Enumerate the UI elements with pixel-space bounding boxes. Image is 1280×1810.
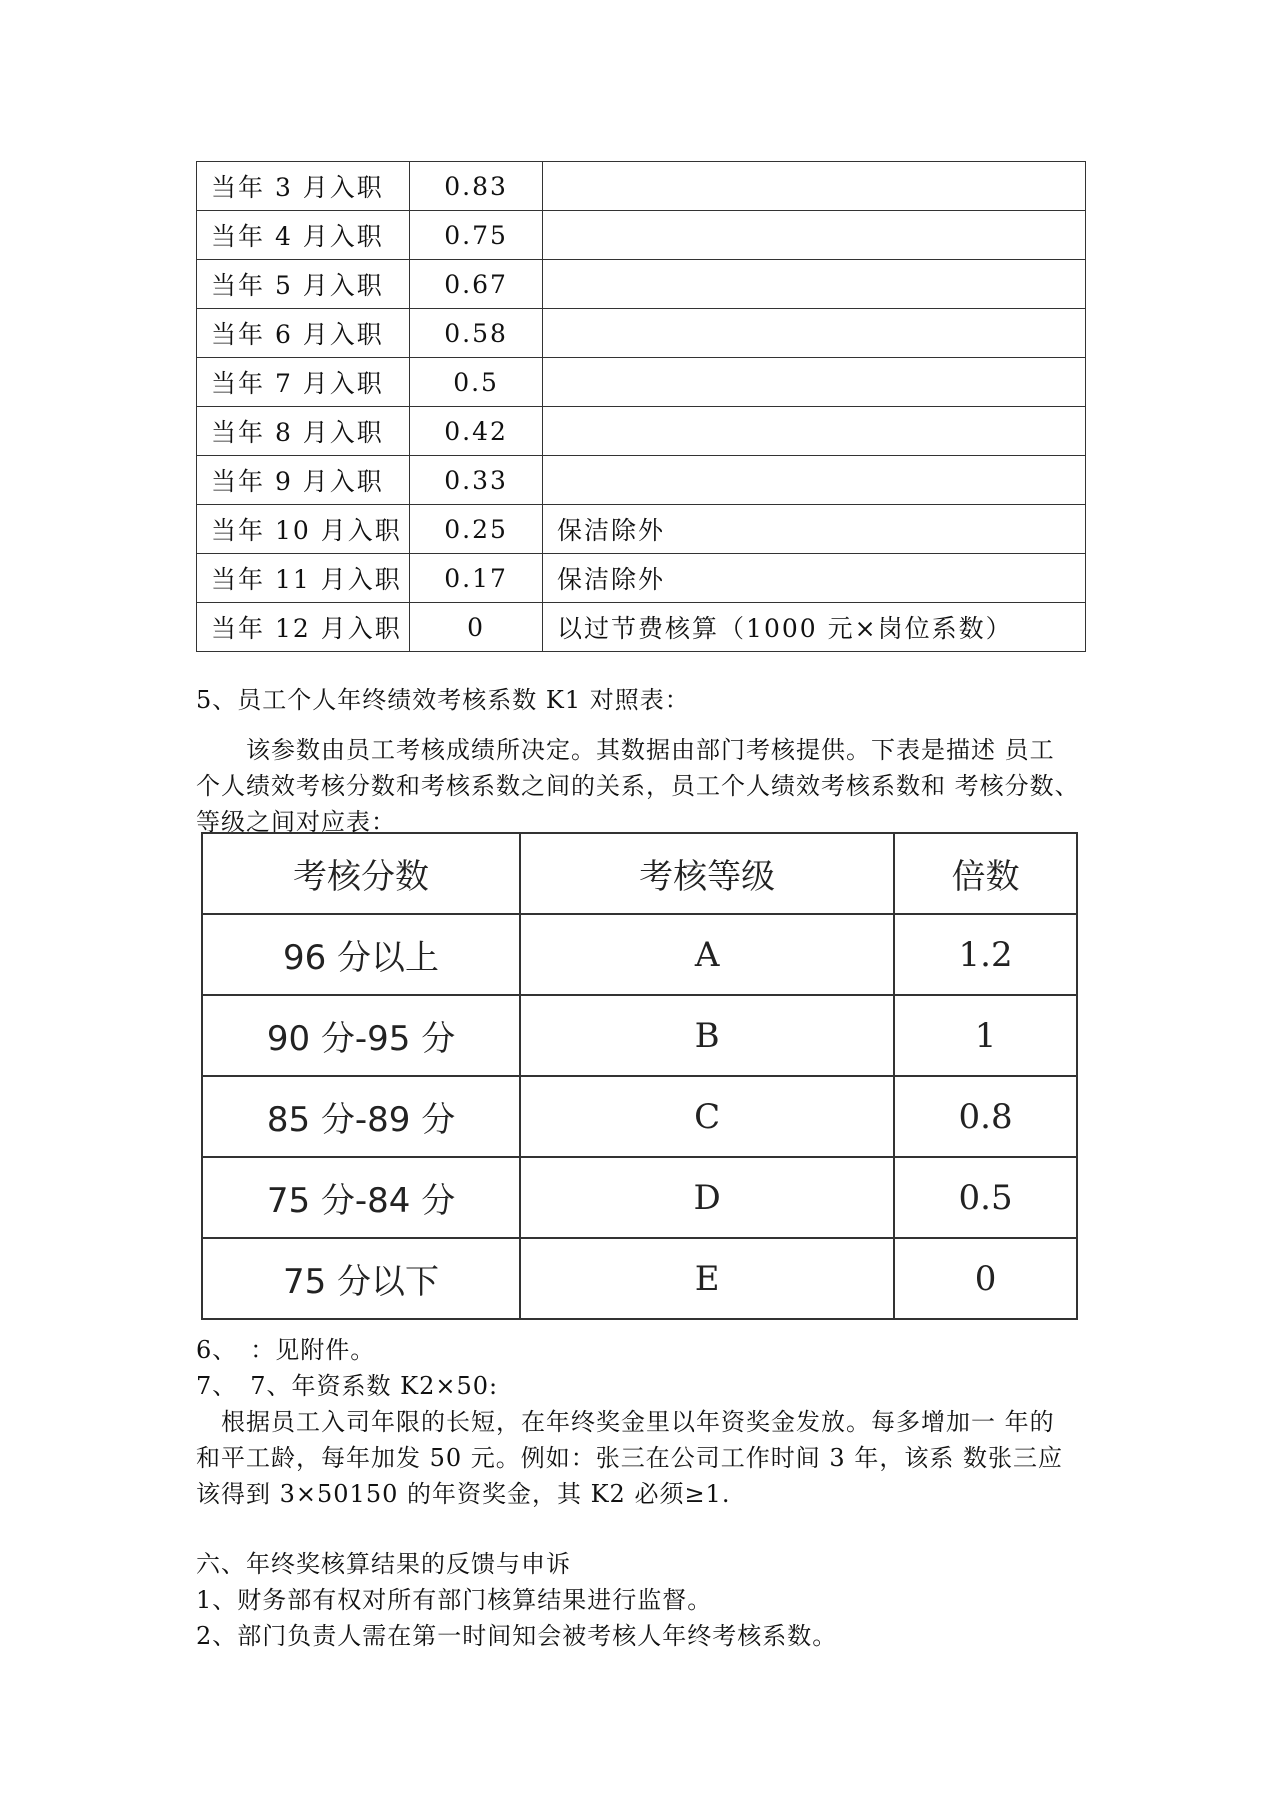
coef-cell: 0	[410, 603, 543, 652]
coef-cell: 0.83	[410, 162, 543, 211]
header-multiplier: 倍数	[894, 833, 1077, 914]
table-row	[202, 1076, 1077, 1157]
table-row	[197, 260, 1086, 309]
section5-heading: 5、员工个人年终绩效考核系数 K1 对照表：	[196, 686, 690, 714]
header-grade: 考核等级	[520, 833, 894, 914]
section7-heading: 7、 7、年资系数 K2×50:	[196, 1372, 499, 1400]
month-cell: 当年 7 月入职	[197, 358, 410, 407]
multiplier-cell: 0.8	[894, 1076, 1077, 1157]
grade-table	[201, 832, 1078, 1320]
note-cell: 保洁除外	[543, 505, 1086, 554]
coef-cell: 0.33	[410, 456, 543, 505]
grade-cell: A	[520, 914, 894, 995]
multiplier-cell: 1.2	[894, 914, 1077, 995]
note-cell	[543, 260, 1086, 309]
coef-cell: 0.5	[410, 358, 543, 407]
note-cell	[543, 456, 1086, 505]
chapter6-item1: 1、财务部有权对所有部门核算结果进行监督。	[196, 1586, 713, 1614]
grade-cell: C	[520, 1076, 894, 1157]
month-cell: 当年 10 月入职	[197, 505, 410, 554]
coef-cell: 0.67	[410, 260, 543, 309]
score-cell: 96 分以上	[202, 914, 520, 995]
table-row	[197, 505, 1086, 554]
entry-coefficient-table	[196, 161, 1086, 652]
month-cell: 当年 4 月入职	[197, 211, 410, 260]
table-header-row	[202, 833, 1077, 914]
section7-line1: 根据员工入司年限的长短，在年终奖金里以年资奖金发放。每多增加一 年的	[196, 1408, 1055, 1436]
grade-cell: D	[520, 1157, 894, 1238]
table-row	[197, 309, 1086, 358]
note-cell	[543, 358, 1086, 407]
month-cell: 当年 3 月入职	[197, 162, 410, 211]
table-row	[197, 162, 1086, 211]
table-row	[197, 211, 1086, 260]
month-cell: 当年 8 月入职	[197, 407, 410, 456]
table-row	[197, 407, 1086, 456]
multiplier-cell: 1	[894, 995, 1077, 1076]
header-score: 考核分数	[202, 833, 520, 914]
coef-cell: 0.75	[410, 211, 543, 260]
multiplier-cell: 0.5	[894, 1157, 1077, 1238]
table-row	[197, 358, 1086, 407]
note-cell	[543, 211, 1086, 260]
month-cell: 当年 12 月入职	[197, 603, 410, 652]
score-cell: 90 分-95 分	[202, 995, 520, 1076]
section7-line3: 该得到 3×50150 的年资奖金，其 K2 必须≥1.	[196, 1480, 731, 1508]
score-cell: 75 分-84 分	[202, 1157, 520, 1238]
table-row	[202, 914, 1077, 995]
section5-para-line2: 个人绩效考核分数和考核系数之间的关系，员工个人绩效考核系数和 考核分数、	[196, 772, 1080, 800]
table-row	[202, 1157, 1077, 1238]
grade-cell: E	[520, 1238, 894, 1319]
month-cell: 当年 11 月入职	[197, 554, 410, 603]
score-cell: 85 分-89 分	[202, 1076, 520, 1157]
table-row	[197, 554, 1086, 603]
table-row	[197, 603, 1086, 652]
score-cell: 75 分以下	[202, 1238, 520, 1319]
section5-para-line3: 等级之间对应表：	[196, 808, 396, 836]
note-cell: 以过节费核算（1000 元×岗位系数）	[543, 603, 1086, 652]
chapter6-heading: 六、年终奖核算结果的反馈与申诉	[196, 1550, 571, 1578]
table-row	[202, 995, 1077, 1076]
coef-cell: 0.58	[410, 309, 543, 358]
table-row	[202, 1238, 1077, 1319]
coef-cell: 0.17	[410, 554, 543, 603]
month-cell: 当年 6 月入职	[197, 309, 410, 358]
note-cell	[543, 309, 1086, 358]
coef-cell: 0.25	[410, 505, 543, 554]
section6-text: 6、 ：见附件。	[196, 1336, 376, 1364]
chapter6-item2: 2、部门负责人需在第一时间知会被考核人年终考核系数。	[196, 1622, 838, 1650]
month-cell: 当年 9 月入职	[197, 456, 410, 505]
note-cell	[543, 407, 1086, 456]
table-row	[197, 456, 1086, 505]
note-cell: 保洁除外	[543, 554, 1086, 603]
multiplier-cell: 0	[894, 1238, 1077, 1319]
grade-cell: B	[520, 995, 894, 1076]
note-cell	[543, 162, 1086, 211]
month-cell: 当年 5 月入职	[197, 260, 410, 309]
section5-para-line1: 该参数由员工考核成绩所决定。其数据由部门考核提供。下表是描述 员工	[196, 736, 1055, 764]
coef-cell: 0.42	[410, 407, 543, 456]
section7-line2: 和平工龄，每年加发 50 元。例如：张三在公司工作时间 3 年，该系 数张三应	[196, 1444, 1063, 1472]
